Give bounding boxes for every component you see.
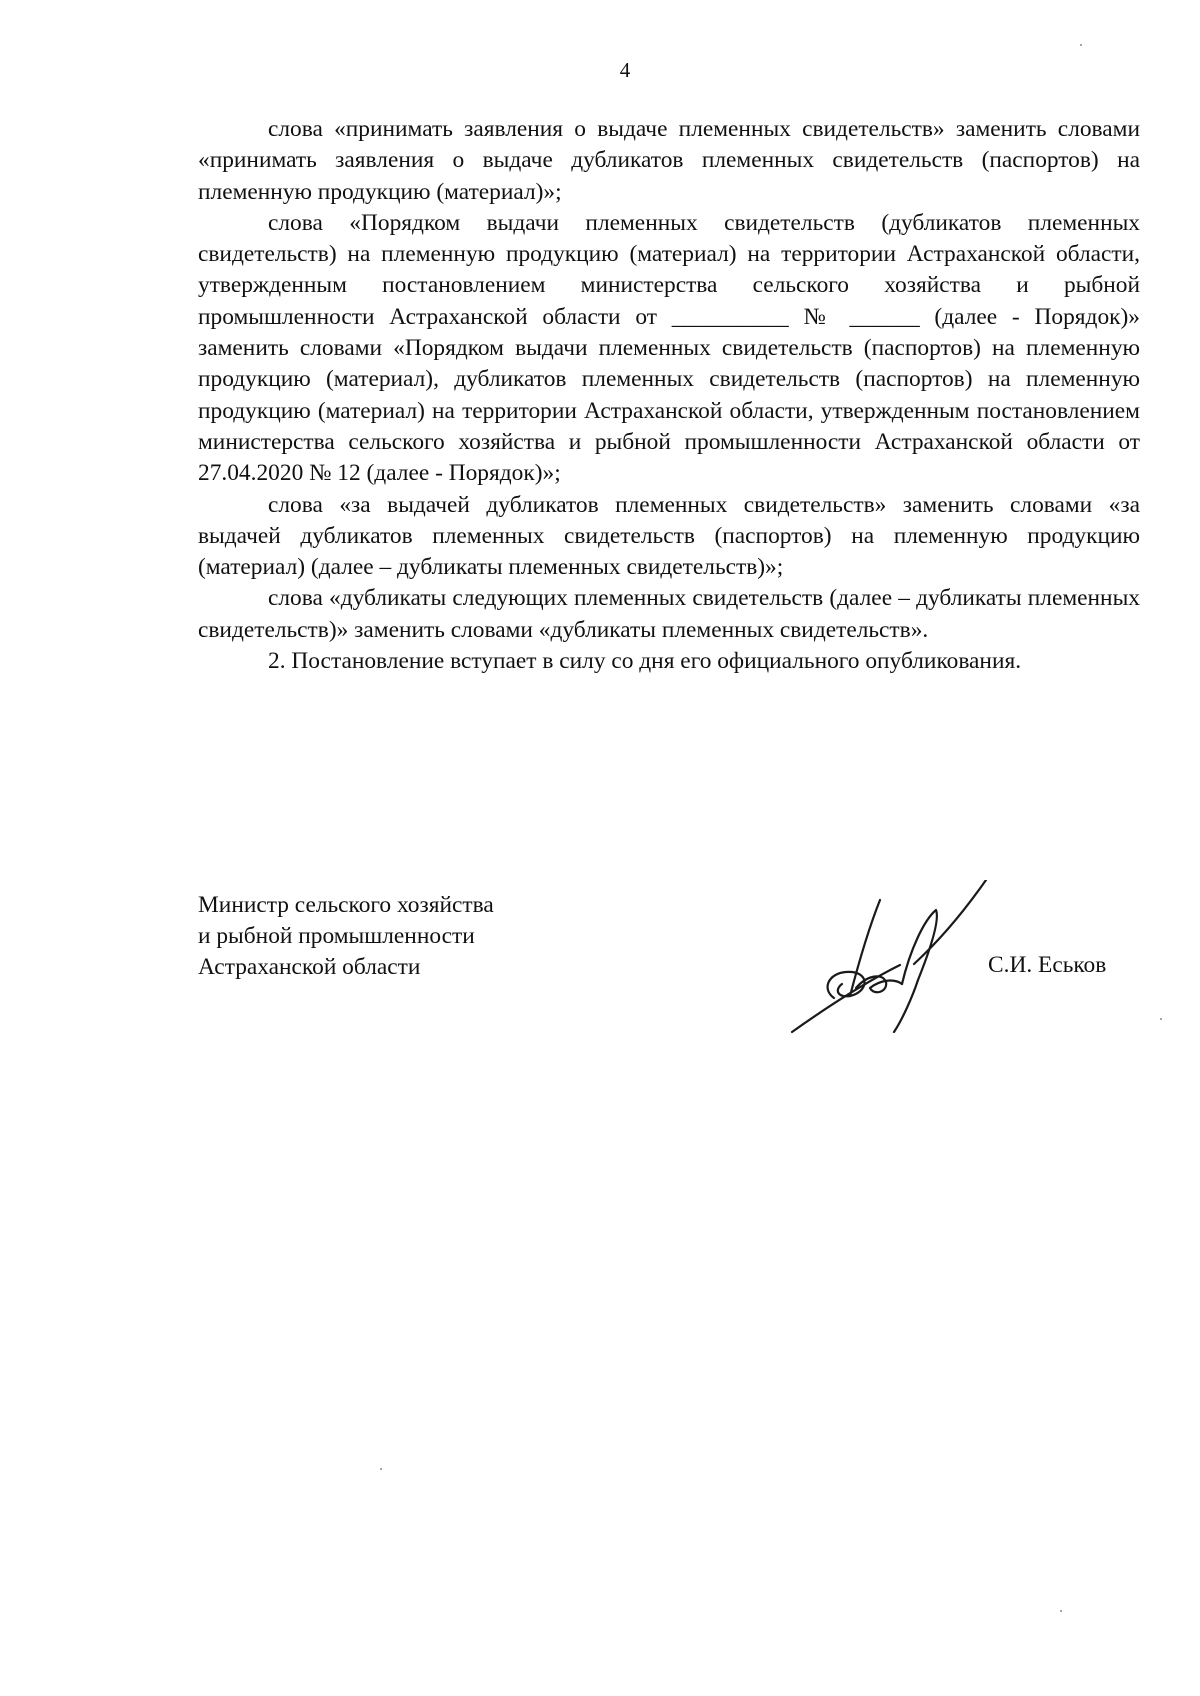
scan-speck — [1080, 44, 1082, 46]
paragraph-1: слова «принимать заявления о выдаче племенных свидетельств» заменить словами «принимать заявления о выдаче дубликатов племенных свидетельств (паспортов) на племенную продукцию (материал)»; — [198, 116, 1140, 205]
document-body — [198, 114, 1140, 677]
signatory-title-line-3: Астраханской области — [198, 954, 421, 980]
signatory-name: С.И. Еськов — [988, 952, 1107, 978]
handwritten-signature — [790, 880, 1020, 1040]
scan-speck — [1160, 1018, 1162, 1020]
paragraph-4: слова «дубликаты следующих племенных свидетельств (далее – дубликаты племенных свидетельств)» заменить словами «дубликаты племенных свидетельств». — [198, 585, 1140, 643]
paragraph-3: слова «за выдачей дубликатов племенных свидетельств» заменить словами «за выдачей дубликатов племенных свидетельств (паспортов) на племенную продукцию (материал) (далее – дубликаты племенных свидетельств)»; — [198, 491, 1140, 581]
scan-speck — [380, 1468, 382, 1470]
scan-speck — [1060, 1610, 1062, 1612]
page-number: 4 — [619, 58, 631, 82]
signatory-title — [198, 890, 494, 983]
paragraph-2: слова «Порядком выдачи племенных свидетельств (дубликатов племенных свидетельств) на племенную продукцию (материал) на территории Астраханской области, утвержденным постановлением министерства сельского хозяйства и рыбной промышленности Астраханской области от __________ № ______ (далее - Порядок)» заменить словами «Порядком выдачи племенных свидетельств (паспортов) на племенную продукцию (материал), дубликатов племенных свидетельств (паспортов) на племенную продукцию (материал) на территории Астраханской области, утвержденным постановлением министерства сельского хозяйства и рыбной промышленности Астраханской области от 27.04.2020 № 12 (далее - Порядок)»; — [198, 209, 1140, 487]
signatory-title-line-1: Министр сельского хозяйства — [198, 892, 494, 918]
paragraph-5: 2. Постановление вступает в силу со дня его официального опубликования. — [268, 648, 1022, 675]
signatory-title-line-2: и рыбной промышленности — [198, 923, 475, 949]
